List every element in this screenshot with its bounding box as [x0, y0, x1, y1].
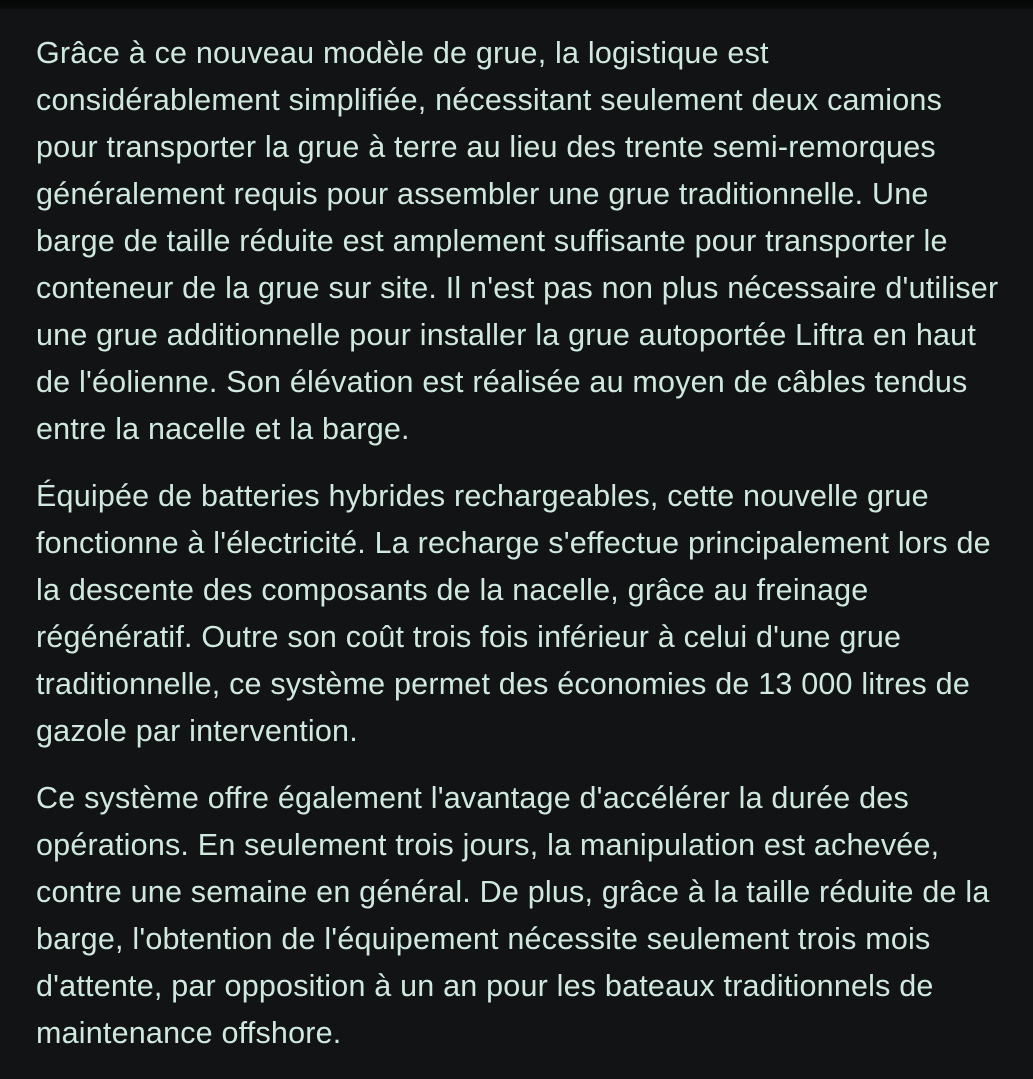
top-edge-strip [0, 0, 1033, 9]
paragraph-logistics: Grâce à ce nouveau modèle de grue, la logistique est considérablement simplifiée, nécessitant seulement deux camions pour transporter la grue à terre au lieu des trente semi-remorques généralement requis pour assembler une grue traditionnelle. Une barge de taille réduite est amplement suffisante pour transporter le conteneur de la grue sur site. Il n'est pas non plus nécessaire d'utiliser une grue additionnelle pour installer la grue autoportée Liftra en haut de l'éolienne. Son élévation est réalisée au moyen de câbles tendus entre la nacelle et la barge. [36, 36, 999, 446]
paragraph-batteries: Équipée de batteries hybrides rechargeables, cette nouvelle grue fonctionne à l'électricité. La recharge s'effectue principalement lors de la descente des composants de la nacelle, grâce au freinage régénératif. Outre son coût trois fois inférieur à celui d'une grue traditionnelle, ce système permet des économies de 13 000 litres de gazole par intervention. [36, 479, 991, 748]
paragraph-operations: Ce système offre également l'avantage d'accélérer la durée des opérations. En seulement trois jours, la manipulation est achevée, contre une semaine en général. De plus, grâce à la taille réduite de la barge, l'obtention de l'équipement nécessite seulement trois mois d'attente, par opposition à un an pour les bateaux traditionnels de maintenance offshore. [36, 781, 990, 1050]
article-text [0, 9, 1033, 1057]
